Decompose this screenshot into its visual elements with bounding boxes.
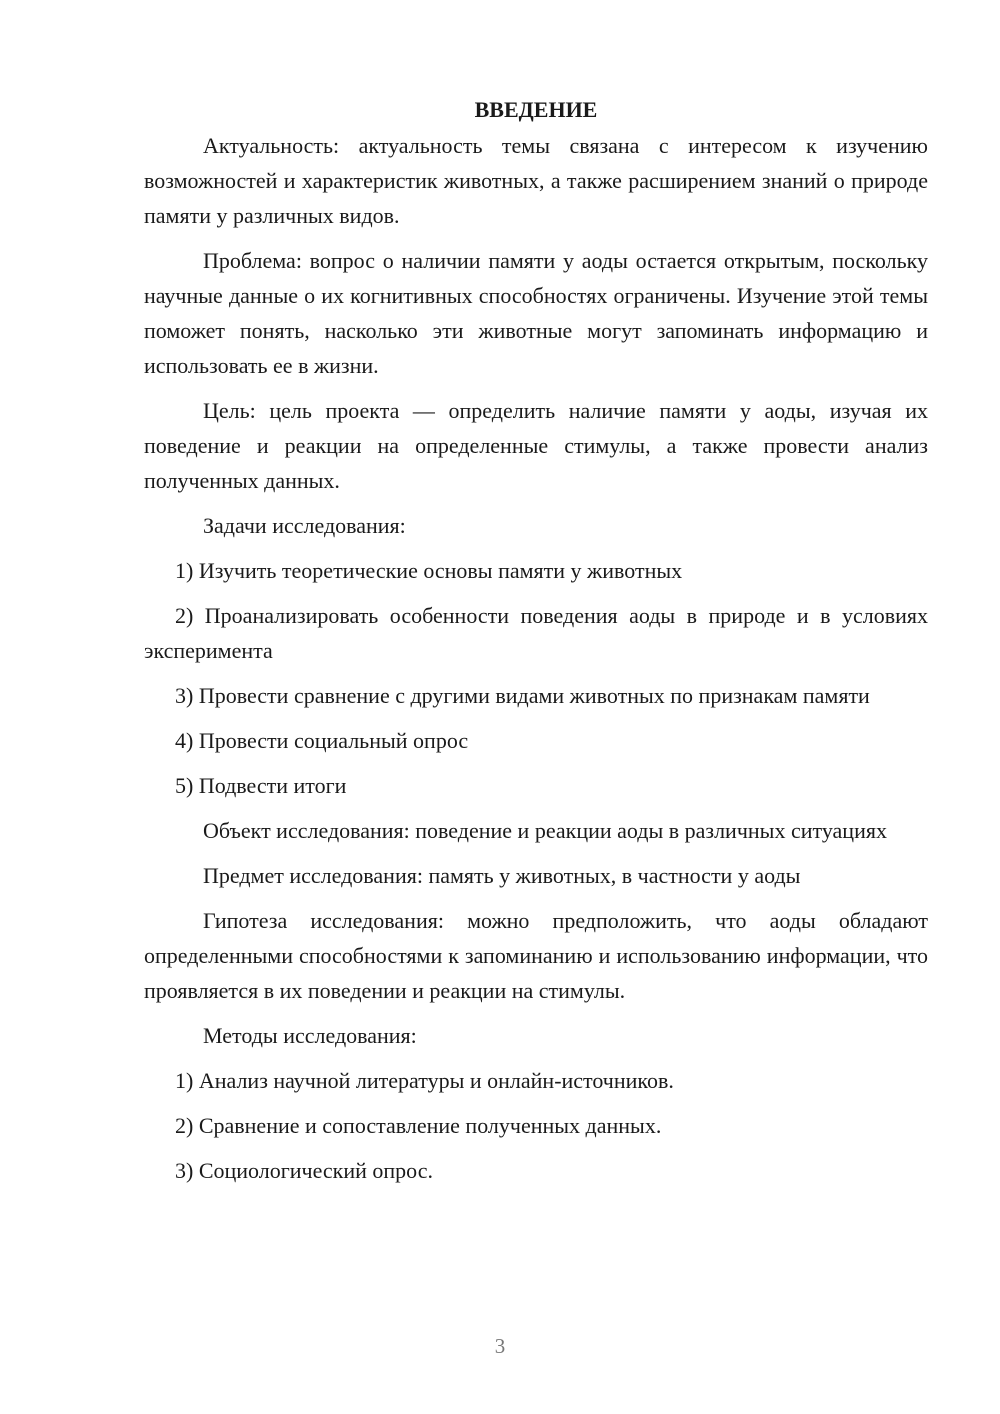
paragraph-methods-heading: Методы исследования: [203, 1023, 417, 1048]
section-title: ВВЕДЕНИЕ [474, 97, 598, 122]
method-item-2: 2) Сравнение и сопоставление полученных данных. [175, 1113, 662, 1138]
task-item-4: 4) Провести социальный опрос [175, 728, 469, 753]
paragraph-relevance: Актуальность: актуальность темы связана с интересом к изучению возможностей и характеристик животных, а также расширением знаний о природе памяти у различных видов. [144, 133, 928, 228]
page-content [144, 94, 928, 1198]
task-item-3: 3) Провести сравнение с другими видами животных по признакам памяти [175, 683, 870, 708]
task-item-1: 1) Изучить теоретические основы памяти у животных [175, 558, 683, 583]
paragraph-problem: Проблема: вопрос о наличии памяти у аоды остается открытым, поскольку научные данные о их когнитивных способностях ограничены. Изучение этой темы поможет понять, насколько эти животные могут запоминать информацию и использовать ее в жизни. [144, 248, 928, 378]
paragraph-goal: Цель: цель проекта — определить наличие памяти у аоды, изучая их поведение и реакции на определенные стимулы, а также провести анализ полученных данных. [144, 398, 928, 493]
task-item-5: 5) Подвести итоги [175, 773, 347, 798]
paragraph-object: Объект исследования: поведение и реакции аоды в различных ситуациях [203, 818, 887, 843]
paragraph-subject: Предмет исследования: память у животных, в частности у аоды [203, 863, 801, 888]
task-item-2: 2) Проанализировать особенности поведения аоды в природе и в условиях эксперимента [144, 603, 928, 663]
method-item-1: 1) Анализ научной литературы и онлайн-источников. [175, 1068, 674, 1093]
method-item-3: 3) Социологический опрос. [175, 1158, 433, 1183]
paragraph-tasks-heading: Задачи исследования: [203, 513, 406, 538]
page-number: 3 [494, 1334, 506, 1358]
paragraph-hypothesis: Гипотеза исследования: можно предположить, что аоды обладают определенными способностями к запоминанию и использованию информации, что проявляется в их поведении и реакции на стимулы. [144, 908, 928, 1003]
